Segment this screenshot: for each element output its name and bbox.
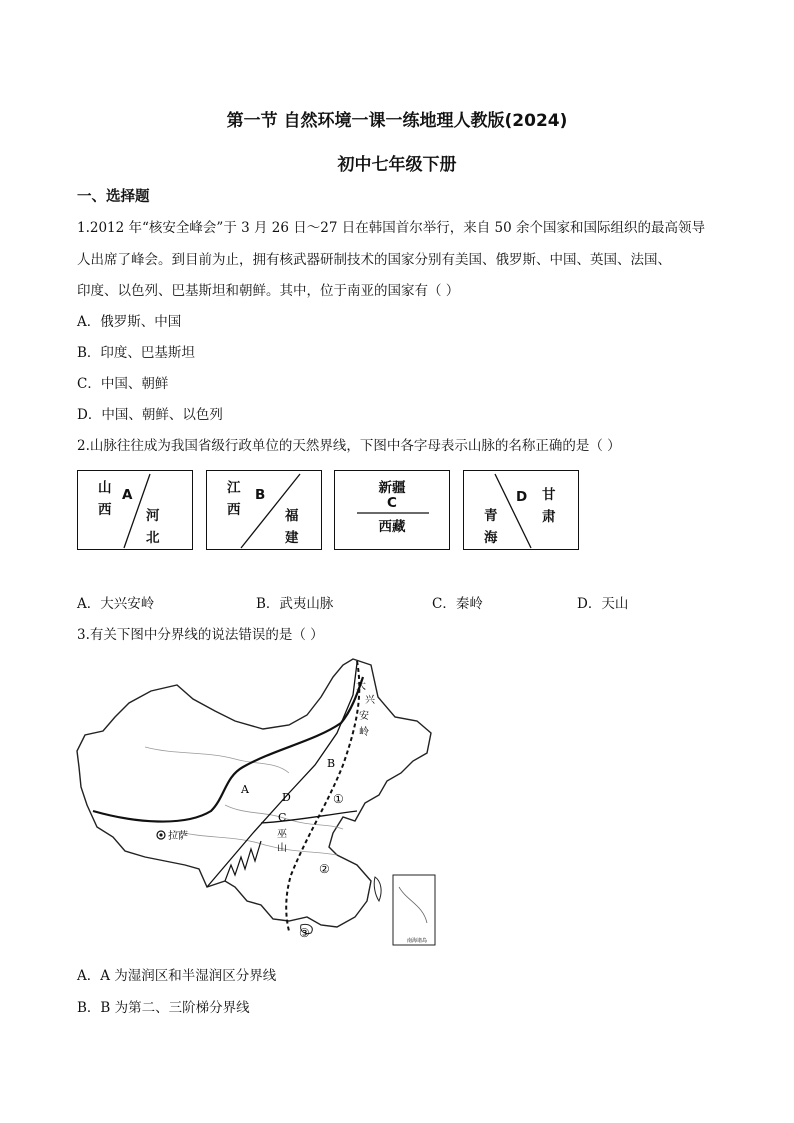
province-left: 江西 <box>227 480 241 518</box>
region-1: ① <box>333 792 344 806</box>
label-wu: 巫 <box>277 829 287 840</box>
q2-option-c[interactable]: C．秦岭 <box>432 596 483 612</box>
q2-stem: 2.山脉往往成为我国省级行政单位的天然界线，下图中各字母表示山脉的名称正确的是（ ） <box>77 438 621 454</box>
province-right: 河北 <box>146 508 160 546</box>
province-right: 福建 <box>285 508 299 546</box>
q1-option-d[interactable]: D．中国、朝鲜、以色列 <box>77 407 223 423</box>
q2-option-a[interactable]: A．大兴安岭 <box>77 596 155 612</box>
province-left: 青海 <box>484 508 498 546</box>
mountain-letter: C <box>387 495 397 511</box>
label-shan: 山 <box>277 843 287 854</box>
label-c: C <box>278 811 287 824</box>
section-heading: 一、选择题 <box>77 189 150 205</box>
q2-box-c <box>334 470 450 550</box>
mountain-letter: B <box>255 487 266 503</box>
label-an: 安 <box>359 711 369 722</box>
q2-box-b <box>206 470 322 550</box>
province-left: 山西 <box>98 480 112 518</box>
page-subtitle: 初中七年级下册 <box>337 155 457 175</box>
q2-option-b[interactable]: B．武夷山脉 <box>256 596 334 612</box>
label-xing: 兴 <box>365 695 375 706</box>
q3-stem: 3.有关下图中分界线的说法错误的是（ ） <box>77 627 324 643</box>
label-d: D <box>282 791 291 804</box>
divider-line <box>464 471 580 551</box>
q1-stem-line-3: 印度、以色列、巴基斯坦和朝鲜。其中，位于南亚的国家有（ ） <box>77 283 460 299</box>
mountain-letter: A <box>122 487 133 503</box>
q1-option-a[interactable]: A．俄罗斯、中国 <box>77 314 182 330</box>
taiwan-island <box>374 877 381 901</box>
q2-box-d <box>463 470 579 550</box>
lhasa-label: 拉萨 <box>168 831 188 842</box>
label-b: B <box>327 757 336 770</box>
region-2: ② <box>319 862 330 876</box>
q3-option-b[interactable]: B．B 为第二、三阶梯分界线 <box>77 1000 250 1016</box>
label-a: A <box>241 783 249 796</box>
inset-box <box>393 875 435 945</box>
q1-stem-line-2: 人出席了峰会。到目前为止，拥有核武器研制技术的国家分别有美国、俄罗斯、中国、英国、法国、 <box>77 252 671 268</box>
page-title: 第一节 自然环境一课一练地理人教版(2024) <box>226 111 568 131</box>
map-outline <box>77 659 431 927</box>
province-bottom: 西藏 <box>378 519 406 535</box>
q1-stem-line-1: 1.2012 年“核安全峰会”于 3 月 26 日～27 日在韩国首尔举行，来自 50 余个国家和国际组织的最高领导 <box>77 220 705 236</box>
divider-line <box>207 471 323 551</box>
q2-option-d[interactable]: D．天山 <box>577 596 629 612</box>
divider-line <box>78 471 194 551</box>
china-map <box>75 655 437 955</box>
q1-option-c[interactable]: C．中国、朝鲜 <box>77 376 169 392</box>
mountain-letter: D <box>516 489 528 505</box>
q3-option-a[interactable]: A．A 为湿润区和半湿润区分界线 <box>77 968 277 984</box>
label-da: 大 <box>356 681 366 692</box>
province-top: 新疆 <box>378 480 406 496</box>
region-3: ③ <box>299 926 310 940</box>
q2-box-a <box>77 470 193 550</box>
boundary-line-a <box>93 677 363 822</box>
boundary-line-d <box>286 661 359 931</box>
province-right: 甘肃 <box>542 487 556 525</box>
label-ling: 岭 <box>359 727 369 738</box>
q1-option-b[interactable]: B．印度、巴基斯坦 <box>77 345 195 361</box>
inset-label: 南海诸岛 <box>407 938 428 944</box>
